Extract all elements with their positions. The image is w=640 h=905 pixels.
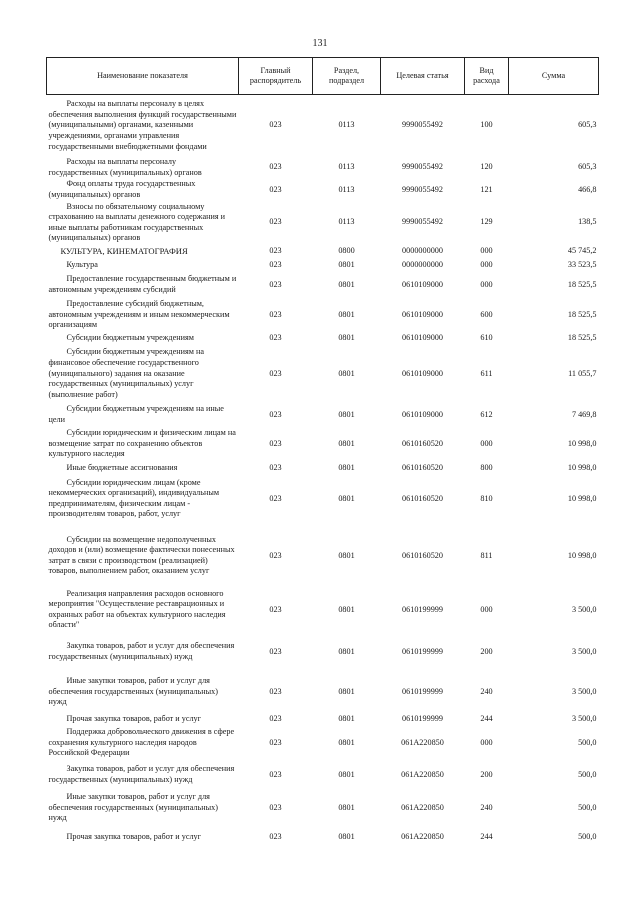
row-section-code: 0801 xyxy=(338,646,355,656)
row-section-code: 0801 xyxy=(338,686,355,696)
row-target-item: 0610160520 xyxy=(402,462,443,472)
row-expense-type: 611 xyxy=(480,368,493,378)
row-target-item: 061А220850 xyxy=(401,831,444,841)
table-row xyxy=(47,95,599,157)
row-sum: 33 523,5 xyxy=(567,259,597,269)
row-admin-code: 023 xyxy=(269,686,282,696)
row-section-code: 0113 xyxy=(338,184,355,194)
row-sum: 11 055,7 xyxy=(568,368,597,378)
row-name xyxy=(47,474,239,524)
row-section-code: 0801 xyxy=(338,713,355,723)
row-admin-code: 023 xyxy=(269,259,282,269)
table-row xyxy=(47,258,599,272)
table-row xyxy=(47,344,599,404)
row-target-item: 061А220850 xyxy=(401,769,444,779)
row-sum: 18 525,5 xyxy=(567,279,597,289)
row-name-text: Поддержка добровольческого движения в сфере сохранения культурного наследия народов Российской Федерации xyxy=(48,726,235,758)
table-row xyxy=(47,179,599,202)
row-name-text: Субсидии на возмещение недополученных доходов и (или) возмещение фактически понесенных затрат в связи с производством (реализацией) товаров, выполнением работ, оказанием услуг xyxy=(48,534,235,576)
header-sum: Сумма xyxy=(509,58,599,95)
table-row xyxy=(47,524,599,588)
row-expense-type: 810 xyxy=(480,493,493,503)
header-name: Наименование показателя xyxy=(47,58,239,95)
row-expense-type: 000 xyxy=(480,604,493,614)
row-name xyxy=(47,712,239,726)
table-row xyxy=(47,202,599,244)
table-row xyxy=(47,726,599,760)
row-name-text: Субсидии юридическим и физическим лицам на возмещение затрат по сохранению объектов культурного наследия xyxy=(48,427,236,459)
row-admin-code: 023 xyxy=(269,184,282,194)
row-expense-type: 129 xyxy=(480,217,493,227)
row-sum: 3 500,0 xyxy=(571,604,597,614)
row-expense-type: 800 xyxy=(480,462,493,472)
row-name xyxy=(47,244,239,258)
row-section-code: 0801 xyxy=(338,462,355,472)
row-target-item: 0610109000 xyxy=(402,368,443,378)
row-admin-code: 023 xyxy=(269,409,282,419)
row-name-text: Субсидии юридическим лицам (кроме некоммерческих организаций), индивидуальным предпринимателям, физическим лицам - производителям товаров, работ, услуг xyxy=(48,477,220,519)
row-name xyxy=(47,179,239,202)
row-sum: 500,0 xyxy=(578,737,597,747)
row-name-text: Иные закупки товаров, работ и услуг для обеспечения государственных (муниципальных) нужд xyxy=(48,791,218,823)
row-expense-type: 600 xyxy=(480,309,493,319)
row-expense-type: 200 xyxy=(480,646,493,656)
row-name-text: Субсидии бюджетным учреждениям xyxy=(66,332,194,342)
row-target-item: 9990055492 xyxy=(402,184,443,194)
row-sum: 18 525,5 xyxy=(567,309,597,319)
row-admin-code: 023 xyxy=(269,462,282,472)
row-target-item: 061А220850 xyxy=(401,737,444,747)
table-row xyxy=(47,298,599,332)
row-name-text: Прочая закупка товаров, работ и услуг xyxy=(66,713,201,723)
row-admin-code: 023 xyxy=(269,309,282,319)
table-row xyxy=(47,404,599,426)
row-expense-type: 240 xyxy=(480,686,493,696)
row-name xyxy=(47,272,239,298)
row-expense-type: 610 xyxy=(480,332,493,342)
row-target-item: 9990055492 xyxy=(402,162,443,172)
row-section-code: 0801 xyxy=(338,831,355,841)
row-section-code: 0801 xyxy=(338,309,355,319)
row-target-item: 0610109000 xyxy=(402,332,443,342)
row-section-code: 0801 xyxy=(338,769,355,779)
row-target-item: 0610109000 xyxy=(402,279,443,289)
row-expense-type: 000 xyxy=(480,279,493,289)
row-admin-code: 023 xyxy=(269,120,282,130)
header-section: Раздел, подраздел xyxy=(313,58,381,95)
row-sum: 10 998,0 xyxy=(567,550,597,560)
row-section-code: 0113 xyxy=(338,120,355,130)
table-header xyxy=(47,58,599,95)
row-expense-type: 000 xyxy=(480,737,493,747)
row-name-text: Реализация направления расходов основного мероприятия "Осуществление реставрационных и охранных работ на объектах культурного наследия области" xyxy=(48,588,226,630)
row-sum: 10 998,0 xyxy=(567,438,597,448)
row-name xyxy=(47,332,239,344)
row-name-text: Предоставление субсидий бюджетным, автономным учреждениям и иным некоммерческим организациям xyxy=(48,298,230,330)
row-sum: 605,3 xyxy=(578,120,597,130)
row-name xyxy=(47,524,239,588)
row-sum: 18 525,5 xyxy=(567,332,597,342)
row-admin-code: 023 xyxy=(269,550,282,560)
row-admin-code: 023 xyxy=(269,713,282,723)
row-expense-type: 100 xyxy=(480,120,493,130)
row-sum: 10 998,0 xyxy=(567,493,597,503)
row-sum: 3 500,0 xyxy=(571,713,597,723)
row-section-code: 0801 xyxy=(338,259,355,269)
header-type: Вид расхода xyxy=(465,58,509,95)
row-expense-type: 200 xyxy=(480,769,493,779)
row-name xyxy=(47,632,239,672)
row-name-text: КУЛЬТУРА, КИНЕМАТОГРАФИЯ xyxy=(60,245,188,256)
row-section-code: 0113 xyxy=(338,217,355,227)
row-name xyxy=(47,202,239,244)
row-name xyxy=(47,790,239,826)
row-admin-code: 023 xyxy=(269,646,282,656)
row-admin-code: 023 xyxy=(269,737,282,747)
row-section-code: 0801 xyxy=(338,409,355,419)
row-name xyxy=(47,726,239,760)
row-name xyxy=(47,95,239,157)
table-row xyxy=(47,462,599,474)
row-name xyxy=(47,298,239,332)
row-target-item: 0000000000 xyxy=(402,259,443,269)
row-name xyxy=(47,258,239,272)
row-target-item: 0610109000 xyxy=(402,309,443,319)
row-expense-type: 244 xyxy=(480,831,493,841)
table-row xyxy=(47,588,599,632)
table-row xyxy=(47,790,599,826)
row-section-code: 0801 xyxy=(338,550,355,560)
row-admin-code: 023 xyxy=(269,438,282,448)
row-name xyxy=(47,760,239,790)
row-admin-code: 023 xyxy=(269,769,282,779)
row-name xyxy=(47,344,239,404)
row-sum: 500,0 xyxy=(578,802,597,812)
row-sum: 45 745,2 xyxy=(567,245,597,255)
row-name-text: Иные закупки товаров, работ и услуг для обеспечения государственных (муниципальных) нужд xyxy=(48,675,218,707)
row-target-item: 0610199999 xyxy=(402,646,443,656)
row-expense-type: 121 xyxy=(480,184,493,194)
budget-table xyxy=(46,57,599,848)
row-admin-code: 023 xyxy=(269,245,282,255)
row-target-item: 0610199999 xyxy=(402,686,443,696)
row-section-code: 0801 xyxy=(338,279,355,289)
row-expense-type: 612 xyxy=(480,409,493,419)
row-sum: 466,8 xyxy=(578,184,597,194)
row-admin-code: 023 xyxy=(269,162,282,172)
table-row xyxy=(47,712,599,726)
row-sum: 7 469,8 xyxy=(571,409,597,419)
row-name-text: Прочая закупка товаров, работ и услуг xyxy=(66,831,201,841)
row-target-item: 0610109000 xyxy=(402,409,443,419)
row-sum: 10 998,0 xyxy=(567,462,597,472)
row-name-text: Субсидии бюджетным учреждениям на иные цели xyxy=(48,404,224,424)
row-name-text: Закупка товаров, работ и услуг для обеспечения государственных (муниципальных) нужд xyxy=(48,641,235,661)
row-sum: 3 500,0 xyxy=(571,686,597,696)
table-row xyxy=(47,474,599,524)
row-target-item: 9990055492 xyxy=(402,120,443,130)
row-sum: 500,0 xyxy=(578,831,597,841)
row-section-code: 0801 xyxy=(338,802,355,812)
row-name-text: Расходы на выплаты персоналу государственных (муниципальных) органов xyxy=(48,156,202,177)
row-target-item: 0610160520 xyxy=(402,550,443,560)
row-admin-code: 023 xyxy=(269,831,282,841)
row-section-code: 0801 xyxy=(338,368,355,378)
row-name-text: Иные бюджетные ассигнования xyxy=(66,462,178,472)
row-name xyxy=(47,426,239,462)
row-section-code: 0801 xyxy=(338,493,355,503)
row-section-code: 0801 xyxy=(338,438,355,448)
row-expense-type: 244 xyxy=(480,713,493,723)
row-admin-code: 023 xyxy=(269,802,282,812)
row-name-text: Фонд оплаты труда государственных (муниципальных) органов xyxy=(48,179,196,199)
row-expense-type: 000 xyxy=(480,245,493,255)
row-name xyxy=(47,826,239,848)
row-admin-code: 023 xyxy=(269,604,282,614)
row-section-code: 0113 xyxy=(338,162,355,172)
table-row xyxy=(47,826,599,848)
row-expense-type: 120 xyxy=(480,162,493,172)
table-row xyxy=(47,632,599,672)
row-target-item: 061А220850 xyxy=(401,802,444,812)
row-sum: 3 500,0 xyxy=(571,646,597,656)
header-admin: Главный распорядитель xyxy=(239,58,313,95)
row-target-item: 0610160520 xyxy=(402,438,443,448)
row-name-text: Субсидии бюджетным учреждениям на финансовое обеспечение государственного (муниципального) задания на оказание государственных (муниципальных) услуг (выполнение работ) xyxy=(48,347,204,399)
row-name-text: Расходы на выплаты персоналу в целях обеспечения выполнения функций государственными (муниципальными) органами, казенными учреждениями, органами управления государственными внебюджетными фондами xyxy=(48,99,237,151)
table-row xyxy=(47,760,599,790)
table-row xyxy=(47,426,599,462)
row-section-code: 0801 xyxy=(338,332,355,342)
row-name xyxy=(47,588,239,632)
row-sum: 500,0 xyxy=(578,769,597,779)
row-expense-type: 000 xyxy=(480,259,493,269)
row-name-text: Предоставление государственным бюджетным и автономным учреждениям субсидий xyxy=(48,274,237,294)
row-name xyxy=(47,404,239,426)
row-target-item: 0610199999 xyxy=(402,713,443,723)
row-section-code: 0801 xyxy=(338,737,355,747)
row-sum: 605,3 xyxy=(578,162,597,172)
table-body xyxy=(47,95,599,848)
row-name-text: Культура xyxy=(66,259,98,269)
table-row xyxy=(47,244,599,258)
row-expense-type: 240 xyxy=(480,802,493,812)
row-name xyxy=(47,462,239,474)
row-section-code: 0800 xyxy=(338,245,355,255)
row-name-text: Закупка товаров, работ и услуг для обеспечения государственных (муниципальных) нужд xyxy=(48,764,235,784)
row-admin-code: 023 xyxy=(269,493,282,503)
row-section-code: 0801 xyxy=(338,604,355,614)
page-number: 131 xyxy=(312,38,328,49)
row-name-text: Взносы по обязательному социальному страхованию на выплаты денежного содержания и иные выплаты работникам государственных (муниципальных) органов xyxy=(48,201,226,243)
row-name xyxy=(47,672,239,712)
row-expense-type: 000 xyxy=(480,438,493,448)
table-row xyxy=(47,332,599,344)
row-admin-code: 023 xyxy=(269,279,282,289)
table-row xyxy=(47,272,599,298)
row-admin-code: 023 xyxy=(269,332,282,342)
row-target-item: 9990055492 xyxy=(402,217,443,227)
row-name xyxy=(47,157,239,179)
row-target-item: 0610160520 xyxy=(402,493,443,503)
table-row xyxy=(47,672,599,712)
row-target-item: 0610199999 xyxy=(402,604,443,614)
row-target-item: 0000000000 xyxy=(402,245,443,255)
row-sum: 138,5 xyxy=(578,217,597,227)
row-admin-code: 023 xyxy=(269,217,282,227)
header-item: Целевая статья xyxy=(381,58,465,95)
row-expense-type: 811 xyxy=(480,550,493,560)
table-row xyxy=(47,157,599,179)
row-admin-code: 023 xyxy=(269,368,282,378)
